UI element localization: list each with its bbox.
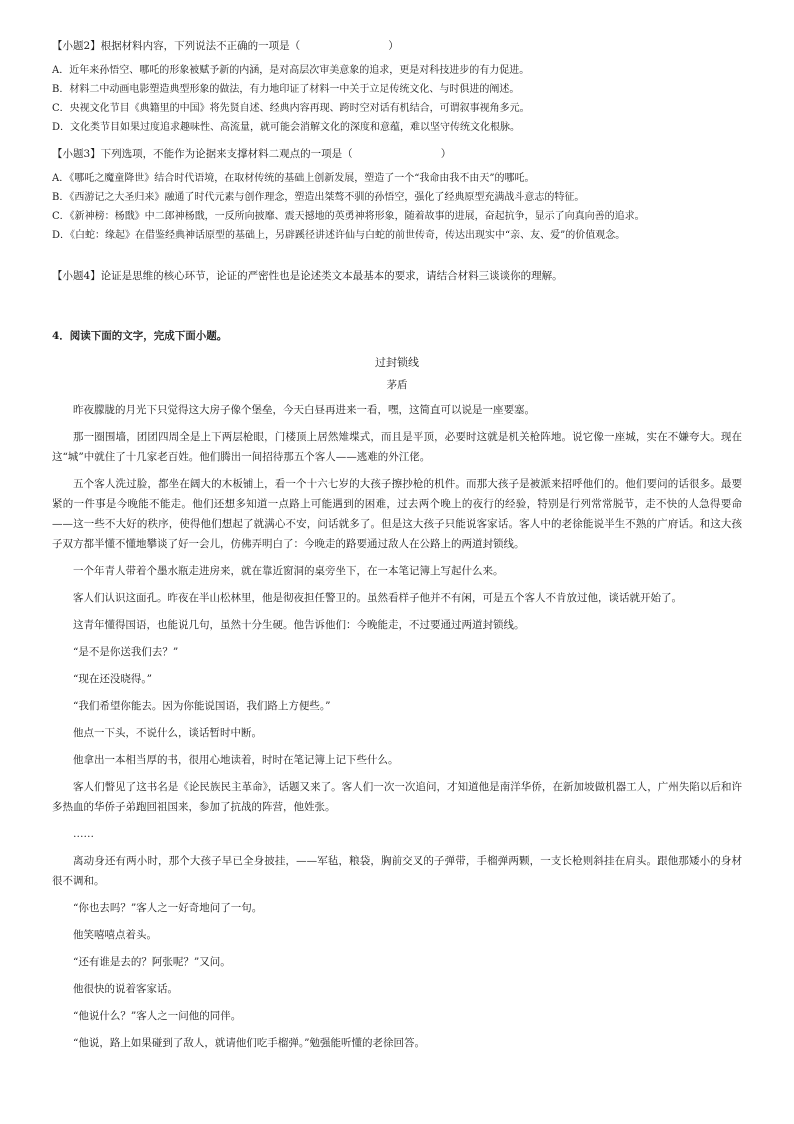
section-4-heading: 4．阅读下面的文字，完成下面小题。	[52, 330, 228, 342]
document-page	[52, 38, 742, 1053]
paragraph: 他笑嘻嘻点着头。	[73, 929, 157, 941]
paragraph: 这青年懂得国语，也能说几句，虽然十分生硬。他告诉他们：今晚能走，不过要通过两道封锁线。	[73, 619, 525, 631]
dialogue-line: “还有谁是去的？阿张呢？”又问。	[73, 956, 231, 968]
question-3-stem-text: 【小题3】下列选项，不能作为论据来支撑材料二观点的一项是（	[52, 148, 353, 160]
option-d: D．文化类节目如果过度追求趣味性、高流量，就可能会消解文化的深度和意蕴，难以坚守传统文化根脉。	[52, 122, 521, 133]
question-3	[52, 146, 742, 245]
paragraph: 离动身还有两小时，那个大孩子早已全身披挂，——军毡，粮袋，胸前交叉的子弹带，手榴弹两颗，一支长枪则斜挂在肩头。跟他那矮小的身材很不调和。	[52, 855, 742, 887]
dialogue-line: “现在还没晓得。”	[73, 673, 152, 685]
dialogue-line: “他说，路上如果碰到了敌人，就请他们吃手榴弹。”勉强能听懂的老徐回答。	[73, 1037, 425, 1049]
paragraph: 客人们认识这面孔。昨夜在半山松林里，他是彻夜担任警卫的。虽然看样子他并不有闲，可是五个客人不肯放过他，谈话就开始了。	[73, 592, 682, 604]
dialogue-line: “我们希望你能去。因为你能说国语，我们路上方便些。”	[73, 700, 331, 712]
paragraph: 他拿出一本相当厚的书，很用心地读着，时时在笔记簿上记下些什么。	[73, 754, 399, 766]
question-2-paren-close: ）	[388, 40, 399, 52]
option-a: A．《哪吒之魔童降世》结合时代语境，在取材传统的基础上创新发展，塑造了一个“我命由我不由天”的哪吒。	[52, 173, 535, 184]
question-2-stem-text: 【小题2】根据材料内容，下列说法不正确的一项是（	[52, 40, 301, 52]
option-c: C．《新神榜：杨戬》中二郎神杨戬，一反所向披靡、震天撼地的英勇神将形象，随着故事的进展，奋起抗争，显示了向真向善的追求。	[52, 211, 645, 222]
paragraph: 他点一下头，不说什么，谈话暂时中断。	[73, 727, 262, 739]
option-b: B．《西游记之大圣归来》融通了时代元素与创作理念，塑造出桀骜不驯的孙悟空，强化了经典原型充满战斗意志的特征。	[52, 192, 585, 203]
option-a: A．近年来孙悟空、哪吒的形象被赋予新的内涵，是对高层次审美意象的追求，更是对科技进步的有力促进。	[52, 65, 530, 76]
ellipsis: ……	[73, 828, 94, 840]
question-3-paren-close: ）	[440, 148, 452, 160]
article-title: 过封锁线	[375, 356, 419, 369]
article-body	[52, 400, 742, 1053]
paragraph: 昨夜朦胧的月光下只觉得这大房子像个堡垒，今天白昼再进来一看，嘿，这简直可以说是一座要塞。	[73, 404, 535, 416]
dialogue-line: “你也去吗？”客人之一好奇地问了一句。	[73, 902, 263, 914]
paragraph: 五个客人洗过脸，都坐在阔大的木板铺上，看一个十六七岁的大孩子擦抄枪的机件。而那大孩子是被派来招呼他们的。他们要问的话很多。最要紧的一件事是今晚能不能走。他们还想多知道一点路上可能遇到的困难，过去两个晚上的夜行的经验，特别是行列常常脱节，走不快的人急得要命——这一些不大好的秩序，使得他们想起了就满心不安，问话就多了。但是这大孩子只能说客家话。客人中的老徐能说半生不熟的广府话。和这大孩子双方都半懂不懂地攀谈了好一会儿，仿佛弄明白了：今晚走的路要通过敌人在公路上的两道封锁线。	[52, 478, 742, 550]
paragraph: 他很快的说着客家话。	[73, 983, 178, 995]
question-3-stem	[52, 146, 742, 162]
dialogue-line: “他说什么？”客人之一问他的同伴。	[73, 1010, 242, 1022]
option-d: D．《白蛇：缘起》在借鉴经典神话原型的基础上，另辟蹊径讲述许仙与白蛇的前世传奇，传达出现实中“亲、友、爱”的价值观念。	[52, 230, 626, 241]
question-4-stem: 【小题4】论证是思维的核心环节，论证的严密性也是论述类文本最基本的要求，请结合材料三谈谈你的理解。	[52, 270, 563, 282]
paragraph: 那一圈围墙，团团四周全是上下两层枪眼，门楼顶上居然雉堞式，而且是平顶，必要时这就是机关枪阵地。说它像一座城，实在不嫌夸大。现在这“城”中就住了十几家老百姓。他们腾出一间招待那五个客人——逃难的外江佬。	[52, 431, 742, 463]
paragraph: 一个年青人带着个墨水瓶走进房来，就在靠近窗洞的桌旁坐下，在一本笔记簿上写起什么来。	[73, 565, 504, 577]
article-author: 茅盾	[386, 379, 408, 391]
option-b: B．材料二中动画电影塑造典型形象的做法，有力地印证了材料一中关于立足传统文化、与时俱进的阐述。	[52, 84, 520, 95]
option-c: C．央视文化节目《典籍里的中国》将先贤自述、经典内容再现、跨时空对话有机结合，可谓叙事视角多元。	[52, 103, 530, 114]
paragraph: 客人们瞥见了这书名是《论民族民主革命》，话题又来了。客人们一次一次追问，才知道他是南洋华侨，在新加坡做机器工人，广州失陷以后和许多热血的华侨子弟跑回祖国来，参加了抗战的阵营，他姓张。	[52, 781, 742, 813]
dialogue-line: “是不是你送我们去？”	[73, 646, 179, 658]
question-2	[52, 38, 742, 137]
question-2-stem	[52, 38, 742, 54]
